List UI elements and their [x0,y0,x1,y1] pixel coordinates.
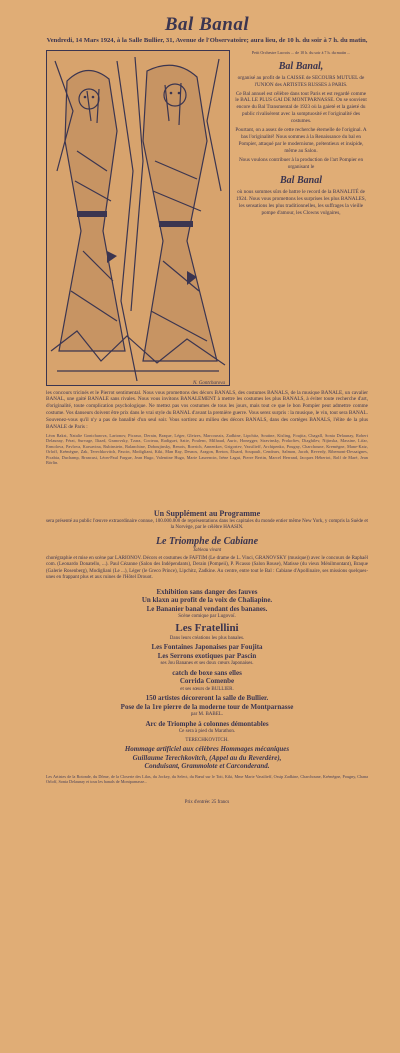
side-heading: Bal Banal, [278,60,324,72]
body-paragraph: les concours tricinés et le Pierrot sentimental. Nous vous promettons des décors BANALS, des costumes BANALS, de la musique BANALE, un cavalier BANAL, une gaité BANALE sans rivales. Nous vous invitons BANALEMENT à mettre les costumes les plus BANALS, à éviter toute recherche d'art, d'originalité, toute complication psychologique. Ne mettez pas vos costumes de tous les jours, mais tout ce que le bon Pompier peut admettre comme costume. Vos danseurs doivent être prix dans le vrai style du BANAL d'avant la première guerre. Vous serez surpris : la musique, le vin, tout sera BANAL. Souvenez-vous qu'il n'y a pas de banalité d'un seul soir. Vous sortirez au milieu des décors BANALS, dans des cortèges BANALS, l'élite de la plus BANALE de Paris : [46,389,368,431]
program-item: 150 artistes décoreront la salle de Bullier. [145,694,269,703]
program-item: par M. BABEL. [190,712,224,718]
names-list: Léon Bakst, Natalie Gontcharova, Larionov, Picasso, Derain, Braque, Léger, Gleizes, Marcoussis, Zadkine, Lipchitz, Soutine, Kisling, Foujita, Chagall, Sonia Delaunay, Robert Delaunay, Férat, Survage, Iliazd, Granovsky, Tzara, Cocteau, Radiguet, Satie, Poulenc, Milhaud, Auric, Honegger, Stravinsky, Prokofiev, Diaghilev, Nijinska, Massine, Lifar, Ermolova, Pavlova, Karsavina, Rubinstein, Balanchine, Doboujinsky, Benois, Roerich, Annenkov, Grigoriev, Vassilieff, Archipenko, Pougny, Charchoune, Kremègne, Mane-Katz, Orloff, Krémègne, Zak, Terechkovitch, Pascin, Modigliani, Kiki, Man Ray, Desnos, Aragon, Breton, Éluard, Soupault, Cendrars, Salmon, Jacob, Reverdy, Ribemont-Dessaignes, Picabia, Duchamp, Brancusi, Léon-Paul Fargue, Jean Hugo, Valentine Hugo, Marie Laurencin, Irène Lagut, Pierre Bertin, Marcel Herrand, Jacques Hébertot, Rolf de Maré, Jean Börlin. [46,432,368,465]
program-item: Pose de la 1re pierre de la moderne tour de Montparnasse [120,702,294,711]
program-item: Conduisant, Grammolote et Carconderand. [144,762,270,771]
poster-title: Bal Banal [164,14,250,35]
side-para-5: où nous sommes sûrs de battre le record de la BANALITÉ de 1924. Nous vous promettons les surprises les plus BANALES, les sensations les plus traditionnelles, les suffrages la vieille pompe d'amour, les Clowns vulgaires, [236,189,366,217]
program-item: Hommage artificiel aux célèbres Hommages mécaniques [124,745,290,754]
program-item: Un klaxn au profit de la voix de Chaliapine. [141,596,273,605]
program-item: Ce sera à pied du Marathon. [178,729,236,735]
program-item: Les Serrons exotiques par Pascin [157,651,257,660]
supplement-text: sera présenté au public l'œuvre extraordinaire connue, 100.000.000 de représentations dans les capitales du monde entier même New York, y compris la Suède et la Norvège, par le célèbre HAASIN. [46,518,368,531]
tableau-label: Tableau vivant [192,547,222,553]
fine-print: Petit Orchestre Lacroix ... de 10 h. du soir à 7 h. du matin ... [251,49,351,55]
bottom-names: Les Artistes de la Rotonde, du Dôme, de la Closerie des Lilas, du Jockey, du Select, du Bœuf sur le Toit, Kiki, Mme Marie Vassilieff, Ossip Zadkine, Charchoune, Krémègne, Pougny, Chana Orloff, Sonia Delaunay et tous les banals de Montparnasse... [46,773,368,785]
artist-signature: N. Gontcharova [192,380,225,386]
program-item: Guillaume Terechkovitch, (Appel au du Reverdère), [132,753,282,762]
side-para-4: Nous voulons contribuer à la production de l'art Pompier en organisant le [238,156,364,170]
side-para-2: Ce Bal annuel est célèbre dans tout Paris et est regardé comme le BAL LE PLUS GAI DE MONTPARNASSE. On se souvient encore du Bal Transmental de 1923 où la gaieté et la gaieté du public rivalisèrent avec la somptuosité et l'originalité des costumes. [235,90,367,125]
event-date-venue: Vendredi, 14 Mars 1924, à la Salle Bullier, 31, Avenue de l'Observatoire; aura lieu, de 10 h. du soir à 7 h. du matin, [46,37,368,44]
program-item: Les Fontaines Japonaises par Foujita [151,643,263,652]
program-item: Le Bananier banal vendant des bananes. [146,604,268,613]
supplement-heading: Un Supplément au Programme [153,508,261,518]
program-item: Scène comique par Lugovoï. [178,614,236,620]
program-item: Arc de Triomphe à colonnes démontables [145,719,269,728]
triomphe-cast: chorégraphie et mise en scène par LARIONOV. Décors et costumes de FAFTIM (Le drame de L. Vinci, GRANOVSKY (musique)) avec le concours de Raphaël com. (Leonardo Donatello, ...). Paul Cézanne (Salon des Indépendants), Derain (Pompeii), P. Picasso (Salon Rouse), Matisse (du vieux Ménilmontant), Braque (Galerie Rosenberg), Modigliani (Le ...), Léger (le Greco Prince), Lipchitz, Zadkine. Au centre, entre tout le Bal : Cabiane d'Apollinaire, ses missions quelques-unes en frappant plus et aux ruines de l'Hôtel Drouot. [46,555,368,581]
side-column [234,50,368,220]
program-list [46,588,368,771]
side-para-1: organisé au profit de la CAISSE de SECOURS MUTUEL de l'UNION des ARTISTES RUSSES à PARIS. [237,74,365,88]
program-item: Exhibition sans danger des fauves [156,587,258,596]
program-item: Corrida Comenbe [179,677,235,686]
program-item: ses Jou Bananes et ses doux cœurs Japonaises. [160,661,254,667]
poster [46,12,368,1042]
program-item: Dans leurs créations les plus banales. [169,635,245,641]
entry-price: Prix d'entrée: 25 francs [184,799,230,805]
woodcut-illustration [46,50,230,386]
woodcut-figures-image [47,51,229,385]
side-para-3: Pourtant, on a assez de cette recherche éternelle de l'original. A bas l'originalité! Nous sommes à la Renaissance du bal en Pompier, attaqué par le modernisme, prétentieux et insipide, même au Salon. [235,127,367,154]
side-heading-2: Bal Banal [280,175,322,187]
program-item: catch de boxe sans elles [172,668,242,677]
program-item: et ses sœurs de BULLIER. [180,686,234,692]
triomphe-heading: Le Triomphe de Cabiane [155,535,259,547]
program-item: TERECHKOVITCH. [185,737,229,743]
top-section [46,50,368,388]
program-item: Les Fratellini [175,621,239,634]
